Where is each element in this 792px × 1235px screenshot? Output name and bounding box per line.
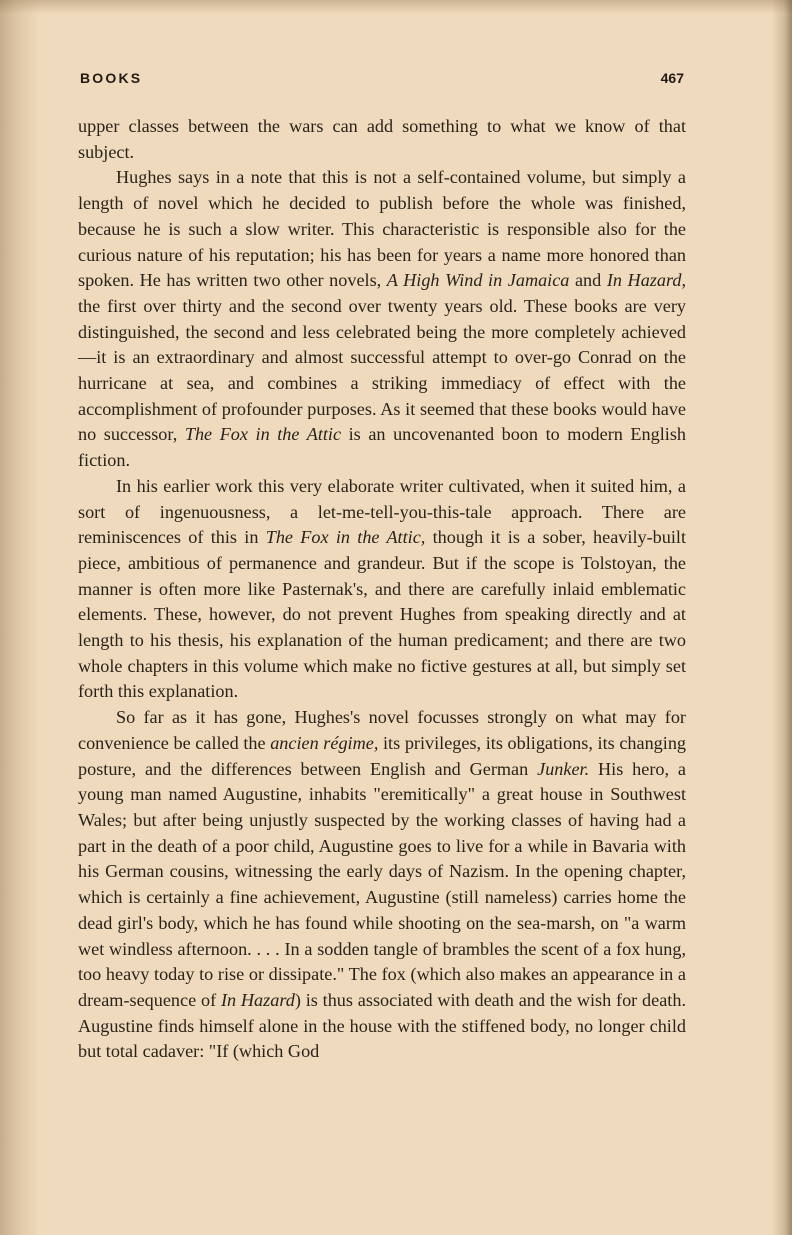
book-title: A High Wind in Jamaica (386, 270, 570, 291)
text-run: ) is thus associated with death and the wish for death. Augustine finds himself alone in the house with the stiffened body, no longer child but total cadaver: "If (which God (78, 989, 686, 1062)
text-run: Hughes says in a note that this is not a self-contained volume, but simply a length of novel which he decided to publish before the whole was finished, because he is such a slow writer. This characteristic is responsible also for the curious nature of his reputation; his has been for years a name more honored than spoken. He has written two other novels, (78, 167, 686, 291)
page-header (80, 70, 684, 90)
text-run: though it is a sober, heavily-built piece, ambitious of permanence and grandeur. But if the scope is Tolstoyan, the manner is often more like Pasternak's, and there are carefully inlaid emblematic elements. These, however, do not prevent Hughes from speaking directly and at length to his thesis, his explanation of the human predicament; and there are two whole chapters in this volume which make no fictive gestures at all, but simply set forth this explanation. (78, 527, 686, 702)
text-run: its privileges, its obligations, its changing posture, and the differences between English and German (78, 732, 687, 779)
book-title: In Hazard, (606, 270, 686, 291)
body-text (78, 114, 686, 1065)
text-run: upper classes between the wars can add something to what we know of that subject. (78, 116, 686, 162)
italic-term: Junker. (537, 758, 590, 779)
text-run: is an uncovenanted boon to modern English fiction. (78, 424, 687, 471)
text-run: the first over thirty and the second over twenty years old. These books are very distinguished, the second and less celebrated being the more completely achieved—it is an extraordinary and almost successful attempt to over-go Conrad on the hurricane at sea, and combines a striking immediacy of effect with the accomplishment of profounder purposes. As it seemed that these books would have no successor, (78, 295, 686, 445)
italic-term: ancien régime, (270, 732, 379, 753)
running-head: BOOKS (80, 70, 143, 86)
text-run: His hero, a young man named Augustine, inhabits "eremitically" a great house in Southwest Wales; but after being unjustly suspected by the working classes of having had a part in the death of a poor child, Augustine goes to live for a while in Bavaria with his German cousins, witnessing the early days of Nazism. In the opening chapter, which is certainly a fine achievement, Augustine (still nameless) carries home the dead girl's body, which he has found while shooting on the sea-marsh, on "a warm wet windless afternoon. . . . In a sodden tangle of brambles the scent of a fox hung, too heavy today to rise or dissipate." The fox (which also makes an appearance in a dream-sequence of (78, 758, 687, 1010)
paragraph-1 (78, 114, 686, 165)
text-run: So far as it has gone, Hughes's novel focusses strongly on what may for convenience be called the (78, 707, 686, 753)
paragraph-3 (78, 474, 686, 705)
paragraph-2 (78, 165, 686, 473)
book-title: The Fox in the Attic, (265, 527, 426, 548)
text-run: In his earlier work this very elaborate writer cultivated, when it suited him, a sort of ingenuousness, a let-me-tell-you-this-tale approach. There are reminiscences of this in (78, 475, 686, 548)
text-run: and (569, 270, 607, 291)
page-number: 467 (660, 70, 684, 86)
book-title: In Hazard (220, 989, 295, 1010)
book-title: The Fox in the Attic (184, 424, 342, 445)
paragraph-4 (78, 705, 686, 1065)
